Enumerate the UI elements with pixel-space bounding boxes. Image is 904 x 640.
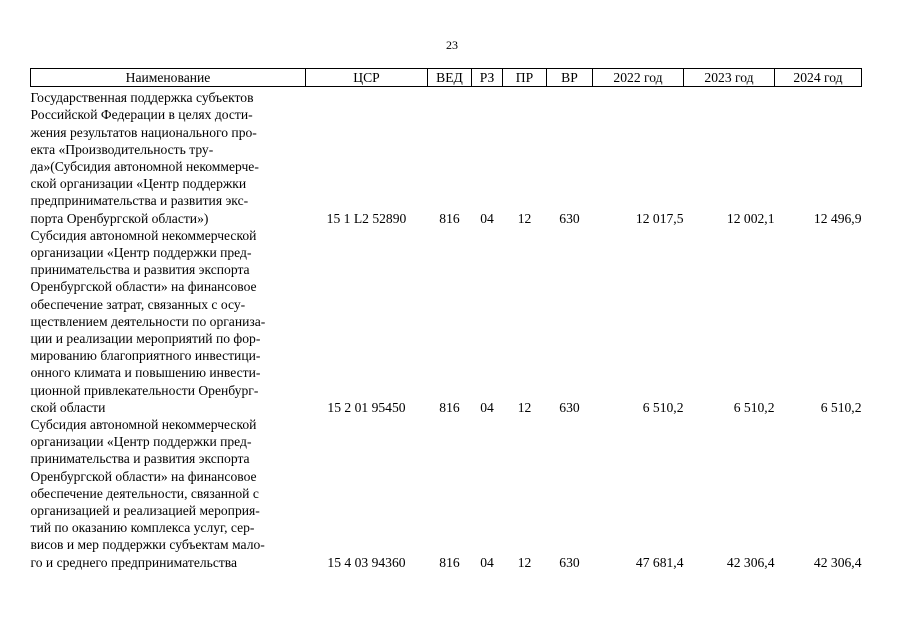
row-name [31,87,306,227]
row-name-line: организации «Центр поддержки пред- [30,434,252,450]
header-pr: ПР [503,69,547,87]
row-name-line: тий по оказанию комплекса услуг, сер- [30,520,255,536]
row-pr: 12 [517,399,532,415]
row-2023: 12 002,1 [726,210,775,226]
row-name-line: порта Оренбургской области») [30,210,209,226]
row-2024: 6 510,2 [820,399,862,415]
header-csr: ЦСР [306,69,428,87]
row-name-line: да»(Субсидия автономной некоммерче- [30,159,259,175]
row-vr: 630 [559,210,580,226]
row-2022: 6 510,2 [642,399,684,415]
row-name-line: екта «Производительность тру- [30,141,214,157]
row-name [31,227,306,416]
row-name-line: Государственная поддержка субъектов [30,90,254,106]
row-csr: 15 4 03 94360 [327,554,406,570]
row-2022: 12 017,5 [635,210,684,226]
row-rz: 04 [480,554,494,570]
row-pr: 12 [517,554,532,570]
row-name-line: Субсидия автономной некоммерческой [30,227,257,243]
table-header-row [31,69,862,87]
row-vr: 630 [559,554,580,570]
row-name-line: Субсидия автономной некоммерческой [30,417,257,433]
row-vr: 630 [559,399,580,415]
header-vr: ВР [547,69,593,87]
row-name-line: ции и реализации мероприятий по фор- [30,331,261,347]
table-row [31,416,862,571]
row-name-line: онного климата и повышению инвести- [30,365,261,381]
header-rz: РЗ [472,69,503,87]
row-rz: 04 [480,399,494,415]
header-name: Наименование [31,69,306,87]
row-name [31,416,306,571]
row-2024: 42 306,4 [813,554,862,570]
row-pr: 12 [517,210,532,226]
row-name-line: предпринимательства и развития экс- [30,193,249,209]
row-2023: 6 510,2 [733,399,775,415]
header-ved: ВЕД [428,69,472,87]
row-name-line: организации «Центр поддержки пред- [30,245,252,261]
row-csr: 15 2 01 95450 [327,399,406,415]
row-name-line: висов и мер поддержки субъектам мало- [30,537,265,553]
row-ved: 816 [439,210,460,226]
table-row [31,227,862,416]
row-name-line: принимательства и развития экспорта [30,451,250,467]
header-2023: 2023 год [684,69,775,87]
row-name-line: обеспечение деятельности, связанной с [30,485,259,501]
row-2022: 47 681,4 [635,554,684,570]
row-name-line: ской организации «Центр поддержки [30,176,247,192]
row-name-line: организацией и реализацией мероприя- [30,503,260,519]
row-name-line: го и среднего предпринимательства [30,554,238,570]
row-name-line: мированию благоприятного инвестици- [30,348,261,364]
row-name-line: ской области [30,399,106,415]
row-csr: 15 1 L2 52890 [326,210,407,226]
row-ved: 816 [439,399,460,415]
row-name-line: принимательства и развития экспорта [30,262,250,278]
page-number: 23 [446,38,458,52]
row-name-line: Оренбургской области» на финансовое [30,468,257,484]
row-rz: 04 [480,210,494,226]
header-2022: 2022 год [593,69,684,87]
row-name-line: жения результатов национального про- [30,124,257,140]
row-2024: 12 496,9 [813,210,862,226]
budget-table [30,68,862,571]
row-name-line: ществлением деятельности по организа- [30,313,266,329]
row-name-line: Оренбургской области» на финансовое [30,279,257,295]
row-ved: 816 [439,554,460,570]
table-row [31,87,862,227]
row-2023: 42 306,4 [726,554,775,570]
row-name-line: Российской Федерации в целях дости- [30,107,253,123]
header-2024: 2024 год [775,69,862,87]
row-name-line: ционной привлекательности Оренбург- [30,382,259,398]
row-name-line: обеспечение затрат, связанных с осу- [30,296,246,312]
